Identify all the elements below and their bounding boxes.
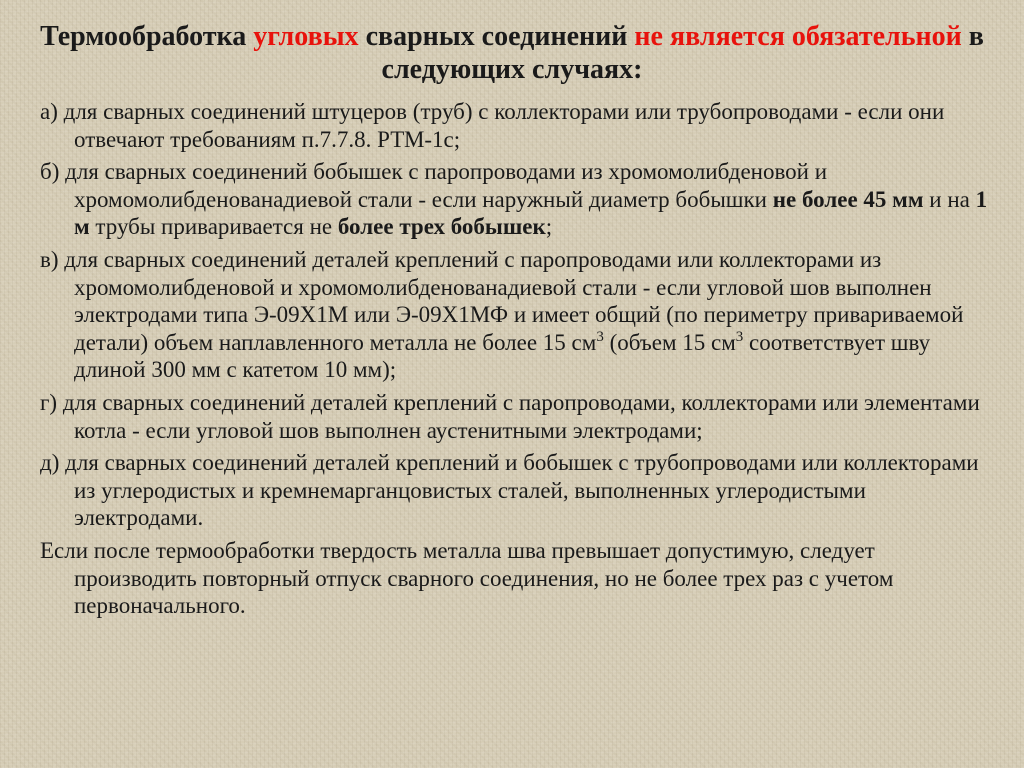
list-item-a: а) для сварных соединений штуцеров (труб) с коллекторами или трубопроводами - если они отвечают требованиям п.7.7.8. РТМ-1с;: [40, 99, 945, 152]
title-part-3: сварных соединений: [358, 21, 635, 52]
item-b-bold-length: 1 м: [74, 186, 988, 240]
list-item-d: д) для сварных соединений деталей креплений и бобышек с трубопроводами или коллекторами из углеродистых и кремнемарганцовистых сталей, выполненных углеродистыми электродами.: [40, 450, 979, 531]
item-b-bold-diameter: не более 45 мм: [772, 186, 924, 212]
list-item-v: [40, 246, 990, 384]
list-item-g: г) для сварных соединений деталей креплений с паропроводами, коллекторами или элементами котла - если угловой шов выполнен аустенитными электродами;: [40, 389, 980, 443]
title-highlight-corner: угловых: [253, 21, 359, 52]
final-note: Если после термообработки твердость металла шва превышает допустимую, следует производить повторный отпуск сварного соединения, но не более трех раз с учетом первоначального.: [40, 537, 894, 619]
title-highlight-not-required: не является обязательной: [634, 21, 962, 52]
slide-title: [40, 20, 984, 86]
item-b-text-1: б) для сварных соединений бобышек с паропроводами из хромомолибденовой и хромомолибденованадиевой стали - если наружный диаметр бобышки: [40, 159, 828, 212]
item-b-text-3: трубы приваривается не: [89, 214, 338, 240]
title-part-5: в следующих случаях:: [381, 21, 984, 85]
item-v-text-2: (объем 15 см: [603, 329, 736, 355]
item-b-text-4: ;: [545, 214, 553, 240]
item-b-bold-count: более трех бобышек: [337, 214, 546, 240]
item-v-text-1: в) для сварных соединений деталей креплений с паропроводами или коллекторами из хромомолибденовой и хромомолибденованадиевой стали - если угловой шов выполнен электродами типа Э-09Х1М или Э-09Х1МФ и имеет общий (по периметру привариваемой детали) объем наплавленного металла не более 15 см: [40, 246, 964, 355]
item-v-superscript-1: 3: [596, 328, 604, 345]
item-v-superscript-2: 3: [735, 328, 744, 345]
item-b-text-2: и на: [923, 186, 976, 212]
list-item-b: [40, 158, 990, 241]
title-part-1: Термообработка: [40, 21, 254, 52]
item-v-text-3: соответствует шву длиной 300 мм с катетом 10 мм);: [74, 329, 931, 383]
slide-body: [40, 98, 990, 620]
